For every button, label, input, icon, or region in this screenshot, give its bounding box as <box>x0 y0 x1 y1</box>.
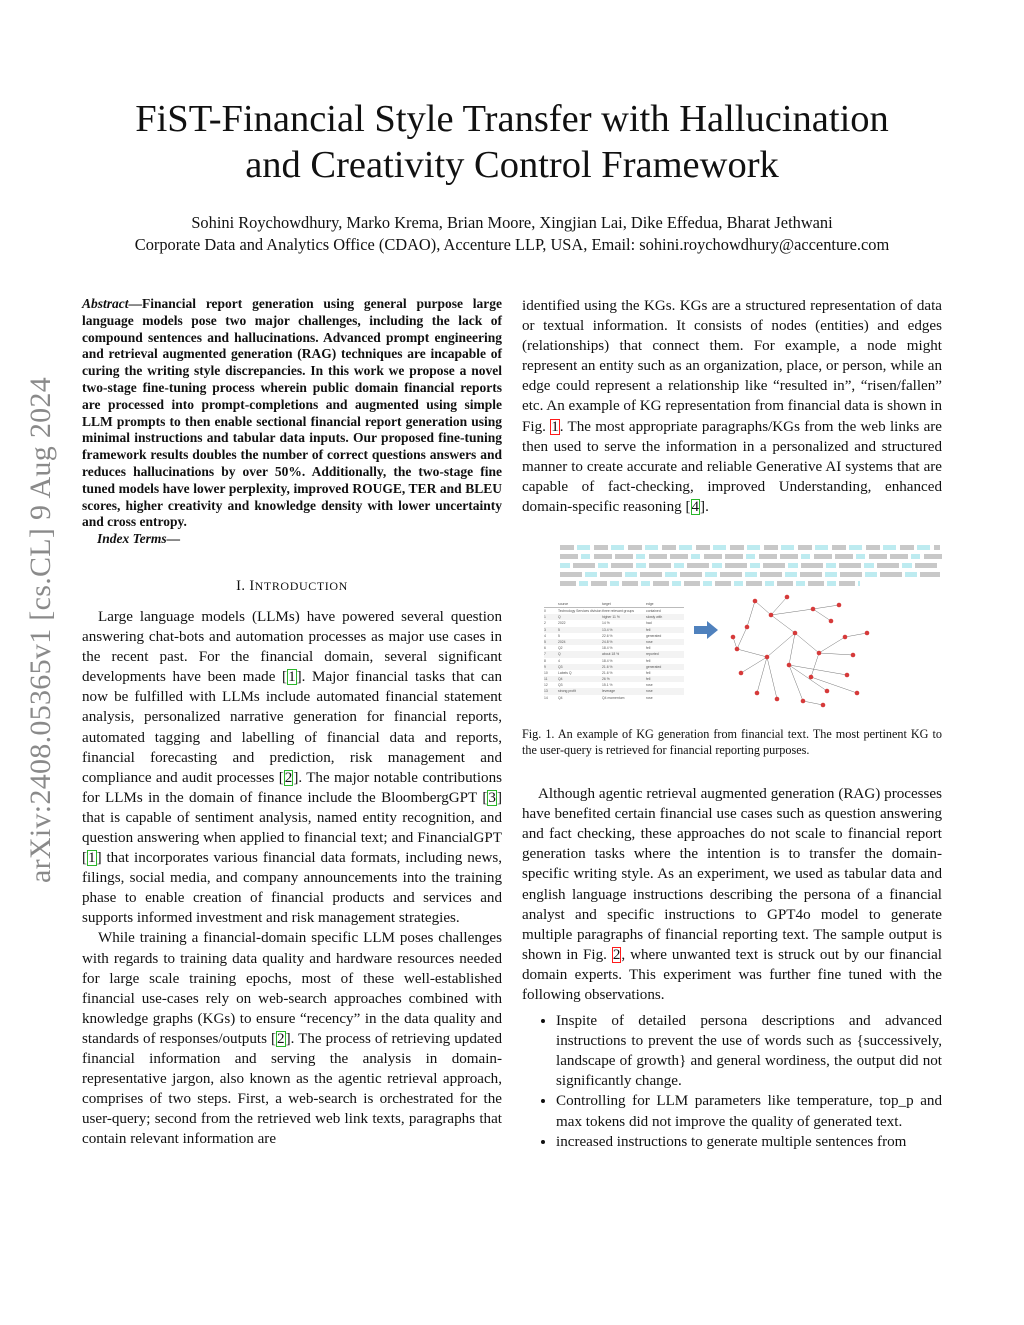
figure-edge-table <box>544 601 684 701</box>
graph-node <box>865 631 870 636</box>
graph-node <box>785 595 790 600</box>
graph-node <box>821 703 826 708</box>
citation-link[interactable]: 4 <box>691 498 700 515</box>
graph-node <box>843 635 848 640</box>
arxiv-identifier: arXiv:2408.05365v1 [cs.CL] 9 Aug 2024 <box>24 376 57 884</box>
graph-node <box>817 651 822 656</box>
graph-node <box>739 671 744 676</box>
graph-edge <box>747 601 755 627</box>
graph-edge <box>771 597 787 615</box>
paper-title <box>80 96 944 188</box>
graph-node <box>755 691 760 696</box>
table-header-cell: edge <box>646 602 654 607</box>
table-cell: fell <box>646 627 651 632</box>
graph-edge <box>813 609 831 621</box>
left-column <box>82 296 502 1149</box>
table-cell: Labels Q <box>558 670 572 675</box>
figure-1 <box>522 541 942 713</box>
graph-edge <box>737 627 747 649</box>
section-title-cap: I <box>249 577 255 594</box>
table-cell: rose <box>646 639 653 644</box>
table-cell: 13.4 % <box>602 627 613 632</box>
graph-edge <box>789 665 827 691</box>
row-index: 13 <box>544 689 548 694</box>
index-terms-label: Index Terms— <box>97 531 181 547</box>
graph-node <box>851 653 856 658</box>
graph-edge <box>789 665 803 701</box>
text-run: identified using the KGs. KGs are a structured representation of data or textual information. It consists of nodes (entities) and edges (relationships) that connect them. For example, a node might represent an entity such as an organization, place, or person, while an edge could represent a relationship like “resulted in”, “risen/fallen” etc. An example of KG representation from financial data is shown in Fig. <box>522 298 942 435</box>
figure-link[interactable]: 1 <box>551 418 559 435</box>
rag-paragraph <box>522 784 942 1005</box>
text-run: Although agentic retrieval augmented generation (RAG) processes have benefited certain financial use cases such as question answering and fact checking, these approaches do not scale to financial report generation tasks where the intention is to transfer the domain-specific writing style. As an experiment, we used as tabular data and english language instructions describing the persona of a financial analyst and specific instructions to GPT4o model to generate multiple paragraphs of financial reporting text. The sample output is shown in Fig. <box>522 786 942 963</box>
intro-paragraph-2 <box>82 928 502 1149</box>
table-cell: Q <box>558 652 561 657</box>
abstract <box>82 296 502 531</box>
graph-node <box>769 613 774 618</box>
graph-edge <box>755 601 771 615</box>
table-cell: slowly with <box>646 615 663 620</box>
right-column <box>522 296 942 1152</box>
intro-paragraph-1 <box>82 607 502 929</box>
row-index: 11 <box>544 677 548 682</box>
row-index: 2 <box>544 621 546 626</box>
table-cell: Q <box>558 615 561 620</box>
graph-edge <box>767 633 795 657</box>
graph-edge <box>737 649 767 657</box>
graph-edge <box>819 653 853 655</box>
kg-paragraph <box>522 296 942 517</box>
citation-link[interactable]: 3 <box>488 789 496 806</box>
index-terms <box>97 531 502 548</box>
table-cell: 14 % <box>602 621 610 626</box>
table-body <box>544 608 684 701</box>
text-run: ] that is capable of sentiment analysis, named entity recognition, and question answering when applied to financial text; and FinancialGPT [ <box>82 789 502 867</box>
table-cell: Q3 <box>558 683 563 688</box>
table-cell: fell <box>646 677 651 682</box>
graph-node <box>809 675 814 680</box>
section-heading-introduction <box>82 578 502 595</box>
figure-link[interactable]: 2 <box>612 946 621 963</box>
table-cell: Q4 <box>558 677 563 682</box>
text-run: ]. <box>700 498 709 515</box>
table-cell: 15.1 % <box>602 683 613 688</box>
graph-edge <box>819 637 845 653</box>
arxiv-sidebar <box>18 330 64 930</box>
row-index: 6 <box>544 646 546 651</box>
citation-link[interactable]: 1 <box>88 850 96 867</box>
table-cell: reported <box>646 652 659 657</box>
abstract-text: Financial report generation using general purpose large language models pose two major challenges, including the lack of compound sentences and hallucinations. Advanced prompt engineering and retrieval augmented generation (RAG) techniques are incapable of curing the writing style discrepancies. In this work we propose a novel two-stage fine-tuning process wherein public domain financial reports are processed into prompt-completions and augmented using simple LLM prompts to then enable sectional financial report generation using minimal instructions and tabular data inputs. Our proposed fine-tuning framework results doubles the number of correct questions answers and reduces hallucinations by over 50%. Additionally, the two-stage fine tuned models have lower perplexity, improved ROUGE, TER and BLEU scores, higher creativity and knowledge density with lower uncertainty and cross entropy. <box>82 296 502 530</box>
figure-text-snippet <box>542 545 927 589</box>
graph-edge <box>771 615 795 633</box>
table-cell: rose <box>646 689 653 694</box>
table-cell: had <box>646 621 652 626</box>
text-run: , where unwanted text is struck out by our financial domain experts. This experiment was further fine tuned with the following observations. <box>522 946 942 1003</box>
table-cell: 4 <box>558 658 560 663</box>
knowledge-graph <box>727 593 877 711</box>
graph-node <box>793 631 798 636</box>
table-cell: rose <box>646 695 653 700</box>
graph-node <box>837 603 842 608</box>
table-cell: Q4 <box>558 695 563 700</box>
graph-edge <box>803 701 823 705</box>
text-run: ]. The major notable contributions for LLMs in the domain of finance include the BloombergGPT [ <box>82 769 503 806</box>
graph-node <box>787 663 792 668</box>
section-number: I. <box>236 577 250 594</box>
text-run: ] that incorporates various financial data formats, including news, filings, social media, and company announcements into the training phase to enable creation of financial products and services and supports informed investment and risk management strategies. <box>82 850 502 927</box>
row-index: 14 <box>544 695 548 700</box>
text-run: ]. Major financial tasks that can now be fulfilled with LLMs include automated financial statement analysis, personalized narrative generation for financial reports, automated tagging and labelling of financial data and reports, financial forecasting and prediction, risk management and compliance and audit processes [ <box>82 669 503 786</box>
observation-item: • Inspite of detailed persona descriptions and advanced instructions to prevent the use of words such as {successively, landscape of growth} and general wordiness, the output did not significantly change. <box>556 1011 942 1091</box>
figure-1-caption: Fig. 1. An example of KG generation from financial text. The most pertinent KG to the user-query is retrieved for financial reporting purposes. <box>522 727 942 757</box>
graph-node <box>745 625 750 630</box>
graph-node <box>765 655 770 660</box>
citation-link[interactable]: 1 <box>288 669 296 686</box>
table-cell: strong profit <box>558 689 576 694</box>
observation-item: • Controlling for LLM parameters like temperature, top_p and max tokens did not improve the quality of generated text. <box>556 1091 942 1131</box>
table-cell: Q4 momentum <box>602 695 625 700</box>
observation-item: • increased instructions to generate multiple sentences from <box>556 1132 942 1152</box>
table-cell: 24.8 % <box>602 639 613 644</box>
graph-node <box>811 607 816 612</box>
table-cell: leverage <box>602 689 616 694</box>
author-affiliation: Corporate Data and Analytics Office (CDAO), Accenture LLP, USA, Email: sohini.roychowdhury@accenture.com <box>134 235 890 254</box>
row-index: 5 <box>544 639 546 644</box>
row-index: 9 <box>544 664 546 669</box>
table-cell: 5 <box>558 627 560 632</box>
row-index: 7 <box>544 652 546 657</box>
text-run: ]. The process of retrieving updated financial information and serving the analysis in domain-representative jargon, also known as the agentic retrieval approach, comprises of two steps. First, a web-search is orchestrated for the user-query; second from the retrieved web link texts, paragraphs that contain relevant information are <box>82 1030 502 1148</box>
graph-edge <box>789 633 795 665</box>
section-title-rest: NTRODUCTION <box>254 578 348 593</box>
text-run: . The most appropriate paragraphs/KGs from the web links are then used to serve the information in a personalized and structured manner to create accurate and reliable Generative AI systems that are capable of fact-checking, improved Understanding, enhanced domain-specific reasoning [ <box>522 418 942 515</box>
table-cell: 18.4 % <box>602 658 613 663</box>
table-cell: 2022 <box>558 621 566 626</box>
row-index: 8 <box>544 658 546 663</box>
text-run: Large language models (LLMs) have powered several question answering chat-bots and automation processes as major use cases in the recent past. For the financial domain, several significant developments have been made [ <box>82 608 502 686</box>
graph-edge <box>767 657 777 699</box>
graph-node <box>801 699 806 704</box>
table-cell: generated <box>646 633 662 638</box>
author-list: Sohini Roychowdhury, Marko Krema, Brian Moore, Xingjian Lai, Dike Effedua, Bharat Jethwani <box>191 213 833 232</box>
row-index: 0 <box>544 609 546 614</box>
citation-link[interactable]: 2 <box>284 769 293 786</box>
observation-list <box>522 1011 942 1152</box>
table-cell: fell <box>646 670 651 675</box>
table-cell: Q2 <box>558 646 563 651</box>
title-line-1: FiST-Financial Style Transfer with Hallucination <box>135 98 889 140</box>
table-header-cell: target <box>602 602 611 607</box>
citation-link[interactable]: 2 <box>277 1030 285 1047</box>
table-cell: fell <box>646 658 651 663</box>
row-index: 1 <box>544 615 546 620</box>
table-cell: higher 11 % <box>602 615 620 620</box>
abstract-dash: — <box>128 296 143 311</box>
table-cell: generated <box>646 664 662 669</box>
graph-node <box>825 689 830 694</box>
table-cell: fell <box>646 646 651 651</box>
table-cell: Q3 <box>558 664 563 669</box>
row-index: 4 <box>544 633 546 638</box>
row-index: 12 <box>544 683 548 688</box>
table-header <box>544 601 684 608</box>
abstract-label: Abstract <box>82 296 129 311</box>
table-cell: three relevant groups <box>602 609 635 614</box>
graph-edge <box>813 605 839 609</box>
table-cell: Technology Services division <box>558 609 602 614</box>
row-index: 3 <box>544 627 546 632</box>
table-header-cell: source <box>558 602 569 607</box>
graph-node <box>829 619 834 624</box>
graph-node <box>855 691 860 696</box>
table-cell: 5 <box>558 633 560 638</box>
graph-node <box>753 599 758 604</box>
row-index: 10 <box>544 670 548 675</box>
right-arrow-icon <box>694 621 718 639</box>
title-line-2: and Creativity Control Framework <box>245 144 779 186</box>
table-cell: 21.6 % <box>602 670 613 675</box>
table-cell: 21.6 % <box>602 664 613 669</box>
graph-edge <box>795 633 819 653</box>
graph-node <box>775 697 780 702</box>
graph-node <box>845 673 850 678</box>
graph-node <box>735 647 740 652</box>
table-cell: 2024 <box>558 639 566 644</box>
table-cell: 18.4 % <box>602 646 613 651</box>
table-cell: rose <box>646 683 653 688</box>
graph-edge <box>771 609 813 615</box>
graph-edge <box>811 653 819 677</box>
text-run: While training a financial-domain specific LLM poses challenges with regards to training data quality and hardware resources needed for large scale training epochs, most of these well-established financial use-cases rely on web-search approaches combined with knowledge graphs (KGs) to ensure “recency” in the data quality and standards of responses/outputs [ <box>82 930 502 1047</box>
table-row <box>544 695 684 701</box>
table-cell: contained <box>646 609 661 614</box>
graph-node <box>731 635 736 640</box>
table-cell: about 18 % <box>602 652 620 657</box>
table-cell: 26 % <box>602 677 610 682</box>
graph-edge <box>845 633 867 637</box>
graph-edge <box>789 665 847 675</box>
table-cell: 22.6 % <box>602 633 613 638</box>
